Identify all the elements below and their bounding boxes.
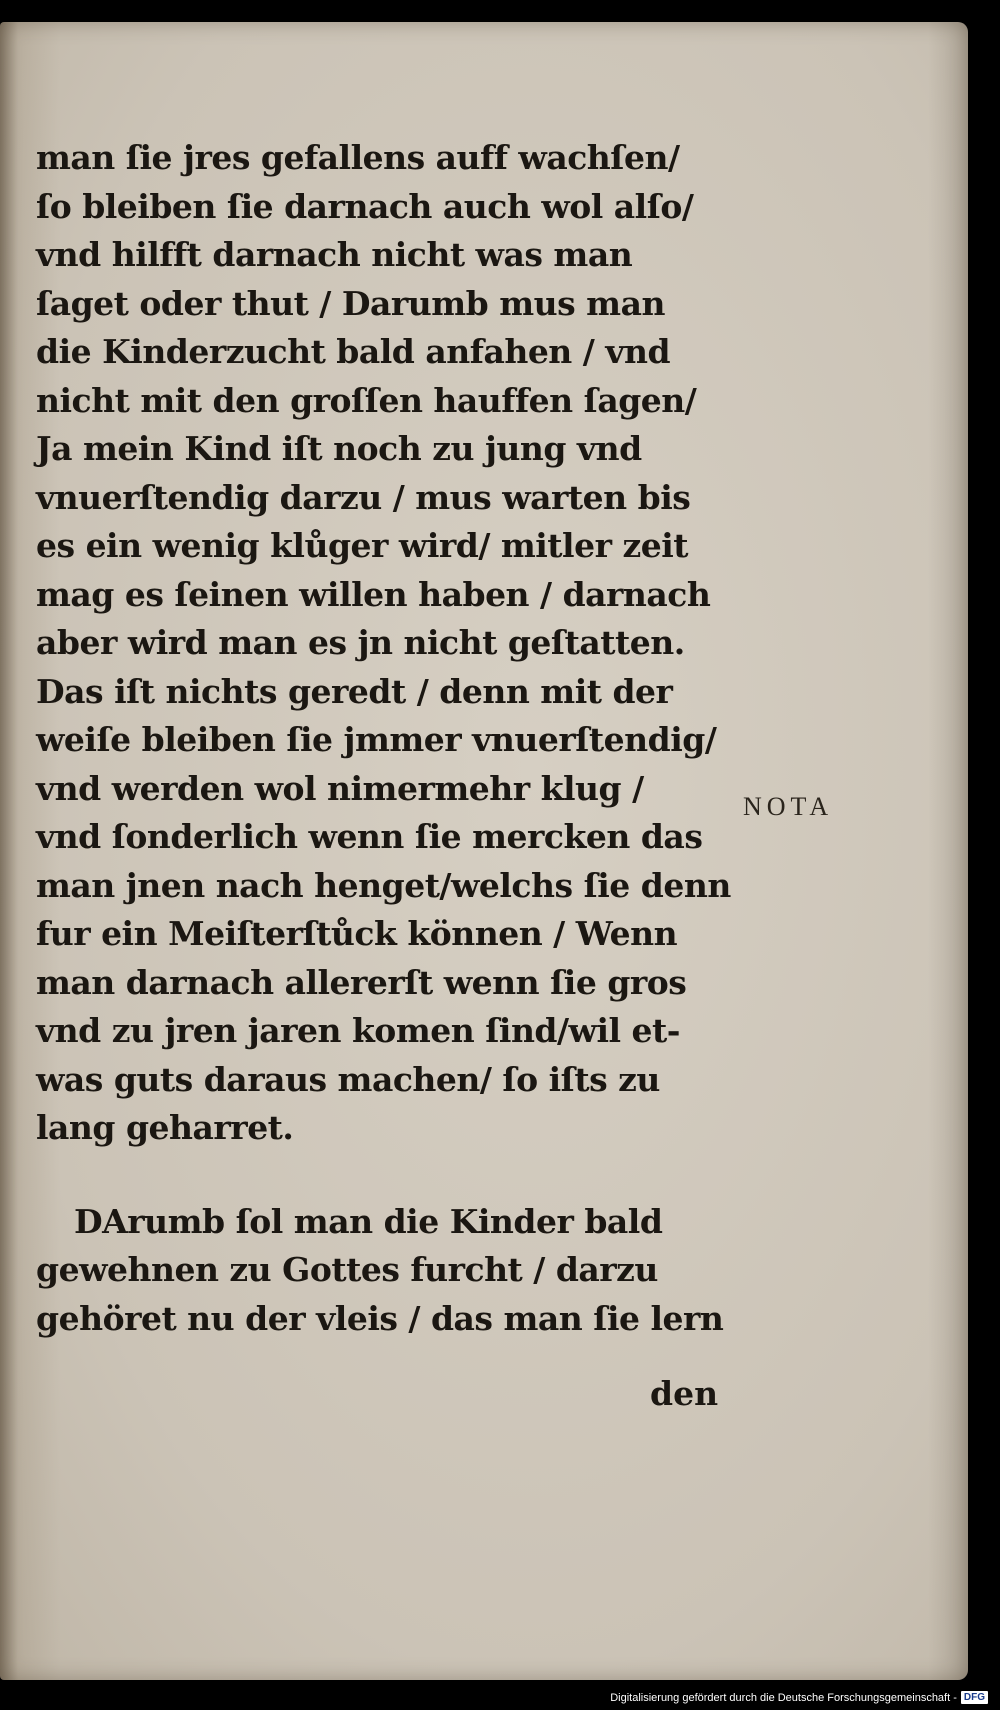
text-line: ſo bleiben ſie darnach auch wol alſo/ — [36, 186, 694, 226]
text-line: nicht mit den groſſen hauffen ſagen/ — [36, 380, 697, 420]
text-line: vnd hilfft darnach nicht was man — [36, 235, 633, 274]
text-line: vnd werden wol nimermehr klug / — [36, 768, 644, 808]
dfg-logo: DFG — [961, 1691, 988, 1704]
text-line: was guts daraus machen/ ſo iſts zu — [36, 1059, 660, 1099]
text-line: gewehnen zu Gottes furcht / darzu — [36, 1250, 658, 1289]
text-line: vnd zu jren jaren komen ſind/wil et- — [36, 1011, 680, 1050]
text-line: vnd ſonderlich wenn ſie mercken das — [36, 817, 703, 856]
text-line: man ſie jres gefallens auff wachſen/ — [36, 138, 680, 177]
text-line: aber wird man es jn nicht geſtatten. — [36, 623, 685, 662]
catchword: den — [650, 1374, 719, 1413]
paragraph-gap — [36, 1153, 736, 1198]
paragraph-1 — [36, 134, 736, 1153]
text-line: mag es ſeinen willen haben / darnach — [36, 574, 711, 614]
text-line: die Kinderzucht bald anfahen / vnd — [36, 332, 671, 371]
text-line: vnuerſtendig darzu / mus warten bis — [36, 477, 691, 517]
text-line: man darnach allererſt wenn ſie gros — [36, 962, 687, 1002]
footer-credit — [610, 1691, 988, 1704]
text-line: fur ein Meiſterſtůck können / Wenn — [36, 914, 678, 953]
text-line: weiſe bleiben ſie jmmer vnuerſtendig/ — [36, 720, 717, 759]
text-line: ſaget oder thut / Darumb mus man — [36, 283, 665, 323]
text-line: man jnen nach henget/welchs ſie denn — [36, 865, 731, 905]
text-line: Das iſt nichts geredt / denn mit der — [36, 671, 673, 711]
text-line: Ja mein Kind iſt noch zu jung vnd — [36, 429, 642, 468]
text-block — [36, 134, 736, 1343]
text-line: gehöret nu der vleis / das man ſie lern — [36, 1298, 724, 1338]
footer-text: Digitalisierung gefördert durch die Deutsche Forschungsgemeinschaft - — [610, 1691, 957, 1704]
paragraph-2 — [36, 1198, 736, 1344]
book-page — [0, 22, 968, 1680]
text-line: lang geharret. — [36, 1108, 294, 1147]
marginal-note: NOTA — [743, 792, 834, 821]
text-line: DArumb ſol man die Kinder bald — [74, 1201, 663, 1241]
text-line: es ein wenig klůger wird/ mitler zeit — [36, 526, 688, 565]
